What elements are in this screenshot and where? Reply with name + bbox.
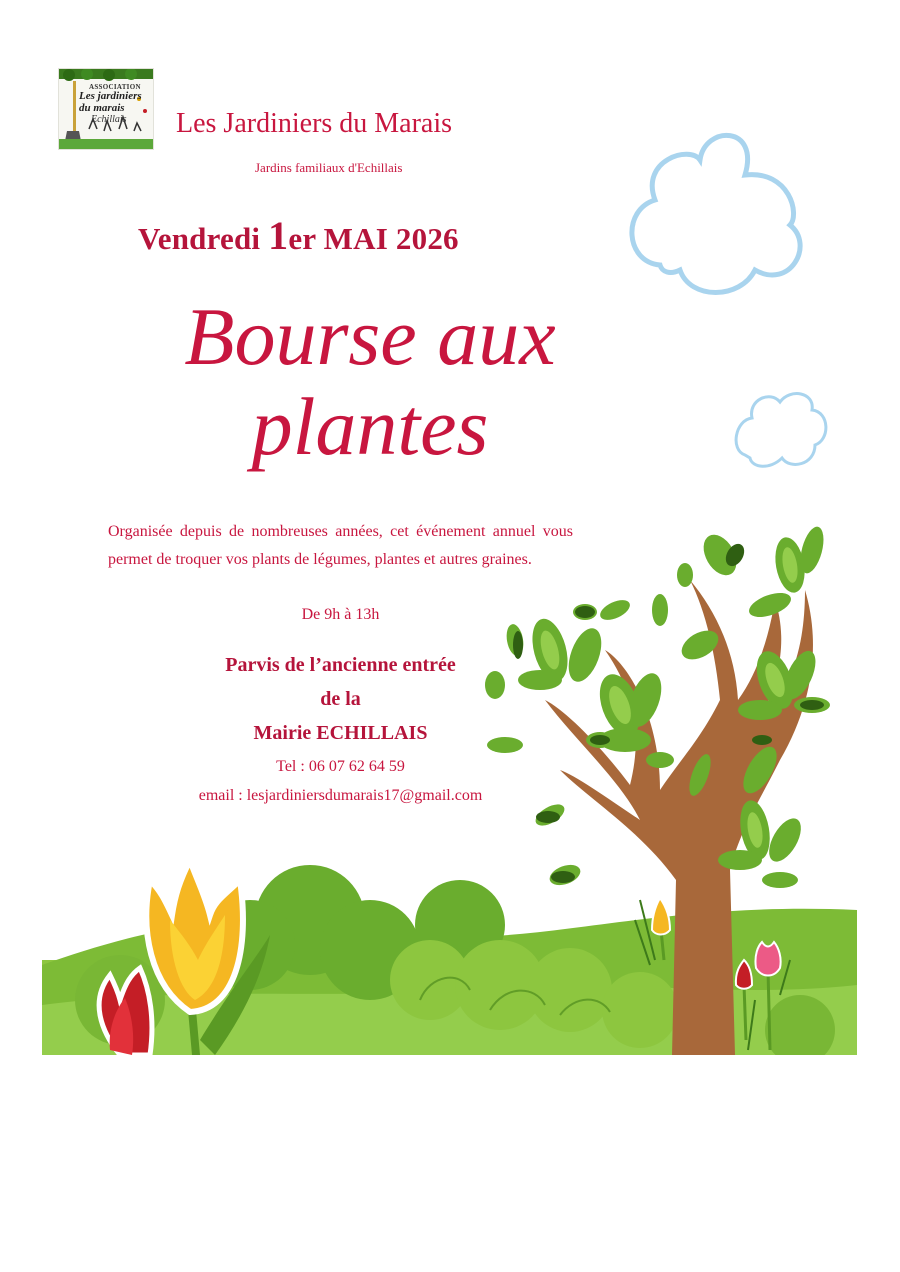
location-line1: Parvis de l’ancienne entrée bbox=[225, 654, 456, 676]
contact-phone: Tel : 06 07 62 64 59 bbox=[276, 758, 405, 775]
date-day: 1 bbox=[268, 213, 289, 258]
event-location bbox=[108, 648, 573, 750]
location-line3: Mairie ECHILLAIS bbox=[253, 722, 428, 744]
title-line1: Bourse aux bbox=[184, 291, 556, 382]
event-description: Organisée depuis de nombreuses années, cet événement annuel vous permet de troquer vos plants de légumes, plantes et autres graines. bbox=[108, 523, 573, 568]
logo-text-line2: du marais bbox=[79, 102, 125, 114]
contact-email: email : lesjardiniersdumarais17@gmail.com bbox=[198, 787, 483, 804]
logo-text-line3: Echillais bbox=[91, 114, 127, 125]
location-line2: de la bbox=[320, 688, 361, 710]
association-logo bbox=[58, 68, 154, 150]
date-suffix: er MAI 2026 bbox=[288, 221, 459, 256]
organization-name: Les Jardiniers du Marais bbox=[176, 108, 453, 139]
date-prefix: Vendredi bbox=[138, 221, 269, 256]
title-line2: plantes bbox=[251, 381, 489, 472]
logo-association-text: ASSOCIATION bbox=[89, 83, 141, 91]
event-title bbox=[60, 292, 680, 472]
event-hours: De 9h à 13h bbox=[301, 606, 380, 623]
organization-subtitle: Jardins familiaux d'Echillais bbox=[255, 160, 403, 175]
event-date bbox=[138, 212, 459, 259]
logo-text-line1: Les jardiniers bbox=[79, 90, 142, 102]
large-cloud-icon bbox=[632, 135, 800, 292]
small-cloud-icon bbox=[736, 394, 826, 467]
